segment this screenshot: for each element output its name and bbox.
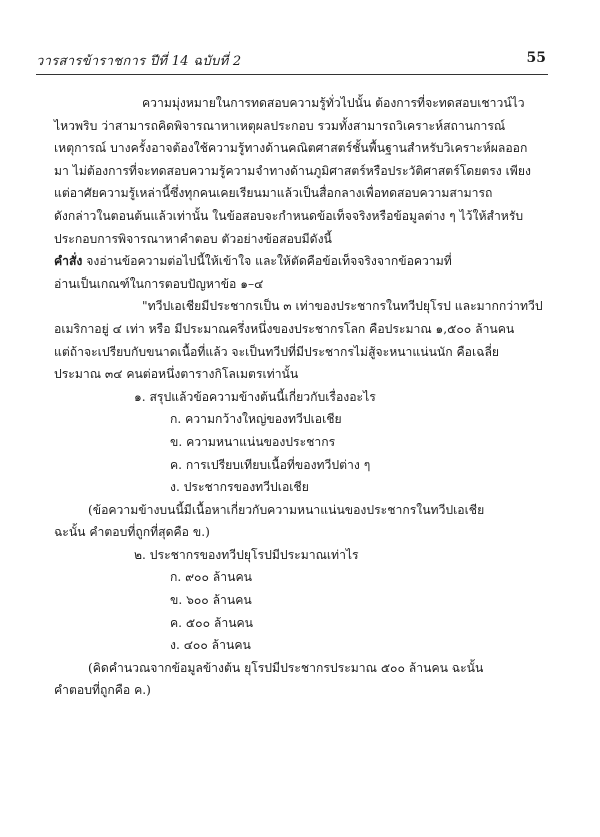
question-2-explanation-line-2: คำตอบที่ถูกคือ ค.)	[54, 683, 151, 698]
intro-paragraph	[54, 92, 556, 250]
command-paragraph	[54, 250, 556, 295]
command-text: จงอ่านข้อความต่อไปนี้ให้เข้าใจ และให้ตัดคือข้อเท็จจริงจากข้อความที่	[82, 254, 452, 269]
passage-line-3: แต่ถ้าจะเปรียบกับขนาดเนื้อที่แล้ว จะเป็นทวีปที่มีประชากรไม่สู้จะหนาแน่นนัก คือเฉลี่ย	[54, 344, 500, 359]
question-2	[54, 544, 556, 702]
question-2-option-c: ค. ๕๐๐ ล้านคน	[170, 615, 254, 630]
question-1-explanation-line-2: ฉะนั้น คำตอบที่ถูกที่สุดคือ ข.)	[54, 525, 210, 540]
question-2-text: ๒. ประชากรของทวีปยุโรปมีประมาณเท่าไร	[134, 547, 359, 562]
question-1-explanation-line-1: (ข้อความข้างบนนี้มีเนื้อหาเกี่ยวกับความหนาแน่นของประชากรในทวีปเอเชีย	[88, 502, 485, 517]
page-body	[54, 92, 556, 702]
question-2-option-d: ง. ๔๐๐ ล้านคน	[170, 638, 251, 653]
intro-line-5: แต่อาศัยความรู้เหล่านี้ซึ่งทุกคนเคยเรียนมาแล้วเป็นสื่อกลางเพื่อทดสอบความสามารถ	[54, 186, 493, 201]
question-1-option-b: ข. ความหนาแน่นของประชากร	[170, 434, 336, 449]
command-line-1	[54, 250, 556, 273]
passage-line-1: "ทวีปเอเชียมีประชากรเป็น ๓ เท่าของประชากรในทวีปยุโรป และมากกว่าทวีป	[142, 299, 543, 314]
passage-line-4: ประมาณ ๓๔ คนต่อหนึ่งตารางกิโลเมตรเท่านั้น	[54, 367, 299, 382]
question-1	[54, 386, 556, 544]
question-1-option-a: ก. ความกว้างใหญ่ของทวีปเอเชีย	[170, 412, 342, 427]
question-1-text: ๑. สรุปแล้วข้อความข้างต้นนี้เกี่ยวกับเรื่องอะไร	[134, 389, 376, 404]
command-label: คำสั่ง	[54, 254, 83, 269]
intro-line-3: เหตุการณ์ บางครั้งอาจต้องใช้ความรู้ทางด้านคณิตศาสตร์ชั้นพื้นฐานสำหรับวิเคราะห์ผลออก	[54, 141, 528, 156]
intro-line-2: ไหวพริบ ว่าสามารถคิดพิจารณาหาเหตุผลประกอบ รวมทั้งสามารถวิเคราะห์สถานการณ์	[54, 118, 506, 133]
intro-line-4: มา ไม่ต้องการที่จะทดสอบความรู้ความจำทางด้านภูมิศาสตร์หรือประวัติศาสตร์โดยตรง เพียง	[54, 163, 531, 178]
page-number: 55	[526, 50, 546, 66]
intro-line-1: ความมุ่งหมายในการทดสอบความรู้ทั่วไปนั้น ต้องการที่จะทดสอบเชาวน์ไว	[142, 96, 525, 110]
running-header	[36, 50, 546, 72]
question-1-option-c: ค. การเปรียบเทียบเนื้อที่ของทวีปต่าง ๆ	[170, 457, 371, 472]
question-1-option-d: ง. ประชากรของทวีปเอเชีย	[170, 480, 309, 495]
passage-paragraph	[54, 295, 556, 385]
command-line-2: อ่านเป็นเกณฑ์ในการตอบปัญหาข้อ ๑–๔	[54, 276, 264, 291]
journal-title: วารสารข้าราชการ ปีที่ 14 ฉบับที่ 2	[36, 54, 242, 69]
question-2-option-b: ข. ๖๐๐ ล้านคน	[170, 593, 252, 608]
intro-line-7: ประกอบการพิจารณาหาคำตอบ ตัวอย่างข้อสอบมีดังนี้	[54, 231, 332, 246]
question-2-explanation-line-1: (คิดคำนวณจากข้อมูลข้างต้น ยุโรปมีประชากรประมาณ ๕๐๐ ล้านคน ฉะนั้น	[88, 660, 484, 675]
header-rule	[36, 74, 548, 75]
question-2-option-a: ก. ๙๐๐ ล้านคน	[170, 570, 252, 585]
intro-line-6: ดังกล่าวในตอนต้นแล้วเท่านั้น ในข้อสอบจะกำหนดข้อเท็จจริงหรือข้อมูลต่าง ๆ ไว้ให้สำหรับ	[54, 208, 524, 223]
passage-line-2: อเมริกาอยู่ ๔ เท่า หรือ มีประมาณครึ่งหนึ่งของประชากรโลก คือประมาณ ๑,๕๐๐ ล้านคน	[54, 321, 515, 336]
